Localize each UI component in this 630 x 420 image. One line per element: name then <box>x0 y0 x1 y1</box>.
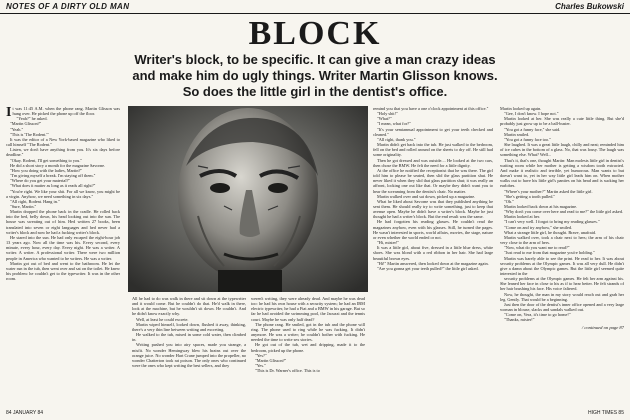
body-paragraph: That's it, that's one, thought Martin: Man molests little girl in dentist's waiting room while her mother is getting a wisdom tooth extracted. And make it realistic and terrible, yet humorous. Man wants to but doesn't want to, yet in her way little girl leads him on. When mother walks out to have his little girl's panties on his head and is sucking her earlobes. <box>500 157 624 189</box>
body-paragraph: Martin didn't get back into the tub. He just walked to the bedroom, fell on the bed and rolled around on the sheets to dry off. He still had some originality. <box>373 142 493 158</box>
body-paragraph: "Martin Glisson?" <box>255 357 287 363</box>
opening-text: t was 11:45 A.M. when the phone rang. Martin Glisson was hung over. He picked the phone up off the floor. <box>12 106 120 117</box>
continued-notice: / continued on page 87 <box>581 324 624 330</box>
column-2 <box>132 296 246 407</box>
body-paragraph: Martin dropped the phone back in the cradle. He rolled back into the bed, belly down, his head looking out into the sun. The house was sweating out of him. Hed written 27 books, been translated into seven or eight languages and hed never had a writer's block and now he had a fucking writer's block. <box>6 209 120 235</box>
body-paragraph: He stared into the sun. He had only escaped the eight-hour job 13 years ago. Now all the time was his. Every second, every minute, every hour, every day. Every night. He was a writer. A writer. A writer. A professional writer. There were two million people in America who wanted to be writers. He was a writer. <box>6 234 120 261</box>
body-paragraph: Well, at least he could excrete. <box>136 316 189 322</box>
body-paragraph: "Martin Glisson?" <box>10 121 42 127</box>
body-paragraph: "Come on and try anyhow," she smiled. <box>504 224 573 230</box>
body-paragraph: "I mean, what for?" <box>377 121 411 127</box>
deck-line: So does the little girl in the dentist's office. <box>182 84 448 99</box>
body-paragraph: "Holy shit!" <box>377 111 398 117</box>
body-paragraph: "Sure, Martin." <box>10 203 37 209</box>
body-paragraph: He got out of the tub, wet and dripping, made it to the bedroom, picked up the phone. <box>251 342 365 353</box>
body-paragraph: Martin walked over, took a chair next to hers; the arm of his chair very close to the arm of hers. <box>500 234 624 246</box>
body-paragraph: Martin looked up again. <box>500 106 542 111</box>
body-paragraph: "You're right. We like your shit. For all we know, you might be a virgin. Anyhow, we need something in six days." <box>6 188 120 199</box>
body-paragraph: At the office he notified the receptionist that he was there. The girl told him to please be seated, then slid the glass partition shut. He never liked it when they slid that glass partition shut; it was really an affront, locking one out like that. Or maybe they didn't want you to hear the screaming from the dentist's chair. No matter. <box>373 167 493 194</box>
portrait-illustration <box>128 106 368 292</box>
body-paragraph: "Now, what do you want me to read?" <box>504 245 570 251</box>
body-paragraph: "Where do you get your material?" <box>10 178 71 184</box>
body-paragraph: "Come on, Vera, it's time to go home!" <box>504 312 571 318</box>
body-paragraph: "You got a funny face," she said. <box>504 126 561 132</box>
body-paragraph: security problems at the Olympic games. He felt her arm against his. She leaned her face in close to his as if to hear better. He felt strands of her hair brushing his face. His voice faltered. <box>500 276 624 292</box>
body-paragraph: Listen, we don't have anything from you. It's six days before deadline." <box>6 147 120 158</box>
column-5 <box>500 106 624 407</box>
body-paragraph: Just then the door of the dentist's inner office opened and a very large woman in blouse, slacks and sandals walked out. <box>500 301 624 313</box>
body-paragraph: "Okay. Rodent, I'll get something to you." <box>10 157 83 163</box>
body-paragraph: What he liked about Savorne was that they published anything he sent them. He should really try to write something, just to keep that avenue open. Maybe he didn't have a writer's block. Maybe he just thought he had a writer's block. But the end result was the same. <box>373 198 493 220</box>
body-paragraph: "Why don't you come over here and read to me?" the little girl asked. <box>504 209 624 215</box>
body-paragraph: Martin was barely able to see the print. He read to her. It was about security problems at the Olympic games. It was all very dull. He didn't give a damn about the Olympic games. But the little girl seemed quite interested in the <box>500 255 624 276</box>
body-paragraph: "You got a funny face too." <box>504 136 551 142</box>
body-paragraph: Martin wiped himself, looked down, flushed it away, thinking, there's a very thin line between writing and excreting. <box>132 321 246 332</box>
byline: Charles Bukowski <box>555 2 624 11</box>
body-paragraph: All he had to do was walk in there and sit down at the typewriter and it would come. But he couldn't do that. He'd walk in there, look at the machine, but he wouldn't sit down. He couldn't. And he didn't know exactly why. <box>132 296 246 317</box>
body-paragraph: Then he got dressed and was outside.... He looked at the two cars, then chose the BMW. He felt the need for a little dignity. <box>373 157 493 168</box>
body-paragraph: "Hi!" Martin answered, then looked down at the magazine again. <box>377 260 489 266</box>
body-paragraph: It was the editor of a New York-based magazine who liked to call himself "The Rodent." <box>6 136 120 148</box>
body-paragraph: weren't writing, they were already dead. And maybe he was dead too: he had his own house with a security system; he had an IBM electric typewriter, he had a Fiat and a BMW in his garage. But so far he had avoided the swimming pool, the Jacuzzi and the tennis court. Maybe he was only half dead? <box>251 296 365 322</box>
deck <box>40 52 590 100</box>
body-paragraph: "Thanks, mister!" <box>504 317 535 323</box>
headline: BLOCK <box>248 15 382 52</box>
body-paragraph: "Are you gonna get your teeth pulled?" the little girl asked. <box>377 265 479 271</box>
body-paragraph: Martin looked at her. <box>504 214 541 220</box>
body-paragraph: "Oh." <box>504 198 514 204</box>
body-paragraph: It was a little girl, about five, dressed in a little blue dress, white shoes. She was blond with a red ribbon in her hair. She had large beautiful brown eyes. <box>373 245 493 261</box>
body-paragraph: "What?" <box>377 116 392 122</box>
body-paragraph: "Yeah?" he asked. <box>16 116 48 122</box>
deck-line: and make him do ugly things. Writer Martin Glisson knows. <box>132 68 498 83</box>
body-paragraph: He walked to the tub, mixed in some cold water, then climbed in. <box>132 332 246 343</box>
body-paragraph: "Yes." <box>255 363 266 369</box>
body-paragraph: "Hi, mister!" <box>377 240 400 246</box>
body-paragraph: Martin walked over and sat down, picked up a magazine. <box>377 193 476 199</box>
body-paragraph: Martin looked at her. She was really a cute little thing. But she'd probably just grow up to be a ball-buster. <box>500 116 624 127</box>
column-4 <box>373 106 493 407</box>
body-paragraph: "What does it matter as long as it reads all right?" <box>10 183 96 189</box>
body-paragraph: "This is 'The Rodent.'" <box>10 131 49 137</box>
body-paragraph: He did a short story a month for the magazine Savorne. <box>10 162 106 168</box>
body-paragraph: Writing pushed you into airy spaces, made you strange, a misfit. No wonder Hemingway blew his brains out over the orange juice. No wonder Hart Crane jumped into the propeller, no wonder Chatterton took rat poison. The only ones who continued were the ones who kept writing the best sellers, and they <box>132 342 246 369</box>
body-paragraph: "All right, Rodent. Hang in." <box>10 198 60 204</box>
body-paragraph: "She's getting a tooth pulled." <box>504 193 556 199</box>
author-photo <box>128 106 368 292</box>
body-paragraph: "This is Dr. Warner's office. This is to <box>255 368 320 374</box>
footer-left: 84 JANUARY 84 <box>6 410 44 416</box>
body-paragraph: The phone rang. He smiled, got in the tub and the phone will ring. The phone used to ring while he was fucking. It didn't anymore. He was a writer; he couldn't bother with fucking. He needed the time to write sex stories. <box>251 321 365 343</box>
body-paragraph: "I can't very well. I forgot to bring my reading glasses." <box>504 219 600 225</box>
column-3 <box>251 296 365 407</box>
body-paragraph: Martin got out of bed and went to the bathroom. He let the water run in the tub, then went over and sat on the toilet. He knew his problem: he couldn't get to the typewriter. It was in the other room. <box>6 260 120 282</box>
body-paragraph: "All right, thank you." <box>377 136 416 142</box>
body-paragraph: Now, he thought, the man in my story would reach out and grab her leg. Gently. That would be a beginning. <box>500 291 624 302</box>
section-label: NOTES OF A DIRTY OLD MAN <box>6 2 130 11</box>
body-paragraph: "How you doing with the ladies, Martin?" <box>10 167 83 173</box>
body-paragraph: "Gee, I don't know. I hope not." <box>504 111 559 117</box>
body-paragraph: "Just read to me from that magazine you're holding." <box>504 250 595 256</box>
body-paragraph: remind you that you have a one o'clock appointment at this office." <box>373 106 489 111</box>
body-paragraph: Martin smiled. <box>504 131 530 137</box>
body-paragraph: "I'm giving myself a break. I'm staying off them." <box>10 173 96 179</box>
body-paragraph: "Where's your mother?" Martin asked the little girl. <box>504 188 593 194</box>
body-paragraph: "Yes?" <box>255 352 267 358</box>
drop-cap: I <box>6 106 12 120</box>
header-bar <box>0 0 630 14</box>
footer-right: HIGH TIMES 85 <box>587 410 624 416</box>
column-1 <box>6 106 120 407</box>
deck-line: Writer's block, to be specific. It can give a man crazy ideas <box>134 52 496 67</box>
body-paragraph: "Yeah." <box>10 126 24 132</box>
body-paragraph: Martin looked back down at his magazine. <box>504 203 578 209</box>
body-paragraph: She laughed. It was a great little laugh, chilly and neat; reminded him of ice cubes in the bottom of a glass. No, that was lousy. The laugh was something else. What? Well... <box>500 142 624 158</box>
body-paragraph: "It's your semiannual appointment to get your teeth checked and cleaned." <box>373 126 493 137</box>
body-paragraph: What a strange little girl, he thought. Brave, unafraid. <box>504 229 597 235</box>
body-paragraph: He had forgotten his reading glasses. He couldn't read the magazines anyhow, even with his glasses. Still, he turned the pages. He wasn't interested in sports, world affairs, movies, the stage, nature or even whether the world ended or not. <box>373 219 493 240</box>
